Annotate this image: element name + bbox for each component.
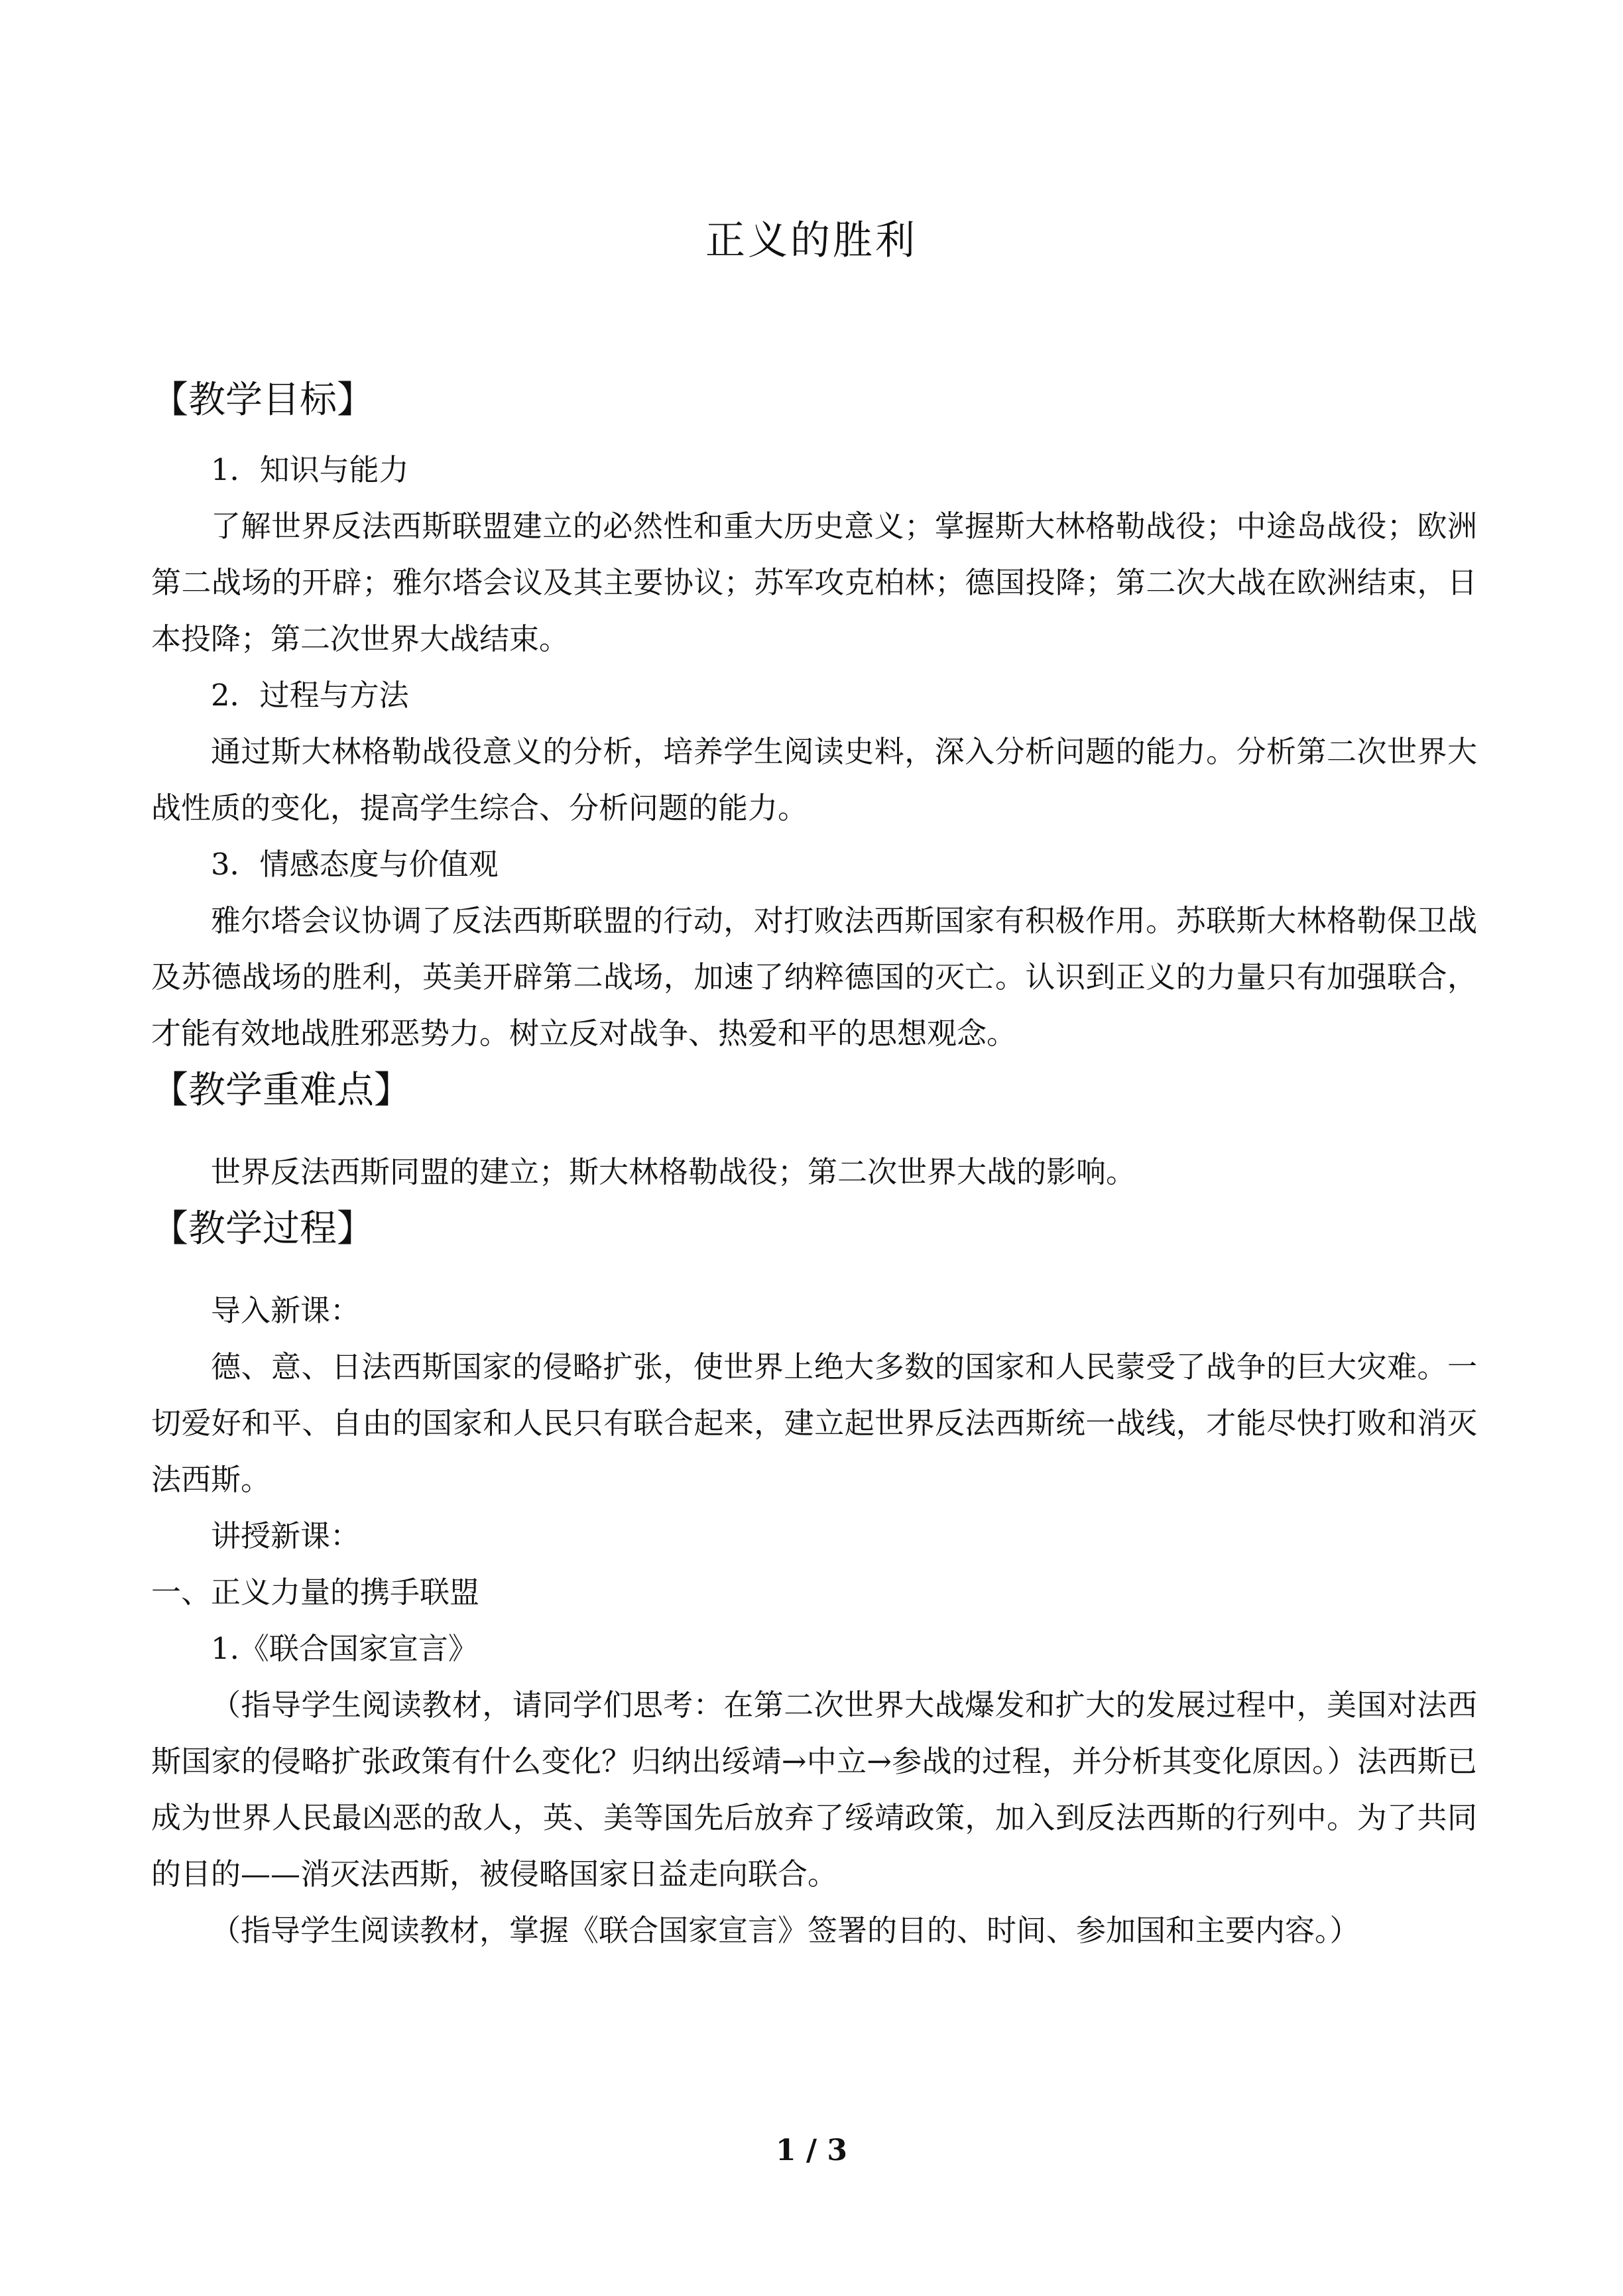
objective-1-text: 了解世界反法西斯联盟建立的必然性和重大历史意义；掌握斯大林格勒战役；中途岛战役；欧洲第二战场的开辟；雅尔塔会议及其主要协议；苏军攻克柏林；德国投降；第二次大战在欧洲结束，日本投降；第二次世界大战结束。 <box>151 509 1477 656</box>
section-heading-process: 【教学过程】 <box>151 1207 374 1250</box>
objective-3-text: 雅尔塔会议协调了反法西斯联盟的行动，对打败法西斯国家有积极作用。苏联斯大林格勒保卫战及苏德战场的胜利，英美开辟第二战场，加速了纳粹德国的灭亡。认识到正义的力量只有加强联合，才能有效地战胜邪恶势力。树立反对战争、热爱和平的思想观念。 <box>151 903 1477 1051</box>
document-title: 正义的胜利 <box>705 217 918 264</box>
page-number: 1 / 3 <box>776 2134 847 2167</box>
intro-label: 导入新课： <box>211 1293 361 1328</box>
part1-item1-title: 1.《联合国家宣言》 <box>211 1631 478 1666</box>
part1-paragraph-2: （指导学生阅读教材，掌握《联合国家宣言》签署的目的、时间、参加国和主要内容。） <box>211 1913 1360 1948</box>
section-heading-key-points: 【教学重难点】 <box>151 1069 411 1112</box>
intro-text: 德、意、日法西斯国家的侵略扩张，使世界上绝大多数的国家和人民蒙受了战争的巨大灾难。一切爱好和平、自由的国家和人民只有联合起来，建立起世界反法西斯统一战线，才能尽快打败和消灭法西斯。 <box>151 1349 1477 1497</box>
section-heading-objectives: 【教学目标】 <box>151 379 374 422</box>
objective-1-title: 1．知识与能力 <box>211 452 409 487</box>
objective-3-title: 3．情感态度与价值观 <box>211 847 499 882</box>
lecture-label: 讲授新课： <box>211 1518 361 1553</box>
key-points-text: 世界反法西斯同盟的建立；斯大林格勒战役；第二次世界大战的影响。 <box>211 1154 1136 1189</box>
part1-title: 一、正义力量的携手联盟 <box>151 1575 480 1610</box>
part1-paragraph-1: （指导学生阅读教材，请同学们思考：在第二次世界大战爆发和扩大的发展过程中，美国对法西斯国家的侵略扩张政策有什么变化？归纳出绥靖→中立→参战的过程，并分析其变化原因。）法西斯已成为世界人民最凶恶的敌人，英、美等国先后放弃了绥靖政策，加入到反法西斯的行列中。为了共同的目的——消灭法西斯，被侵略国家日益走向联合。 <box>151 1687 1477 1892</box>
objective-2-title: 2．过程与方法 <box>211 678 409 713</box>
document-body <box>151 371 1477 1959</box>
objective-2-text: 通过斯大林格勒战役意义的分析，培养学生阅读史料，深入分析问题的能力。分析第二次世界大战性质的变化，提高学生综合、分析问题的能力。 <box>151 734 1477 825</box>
